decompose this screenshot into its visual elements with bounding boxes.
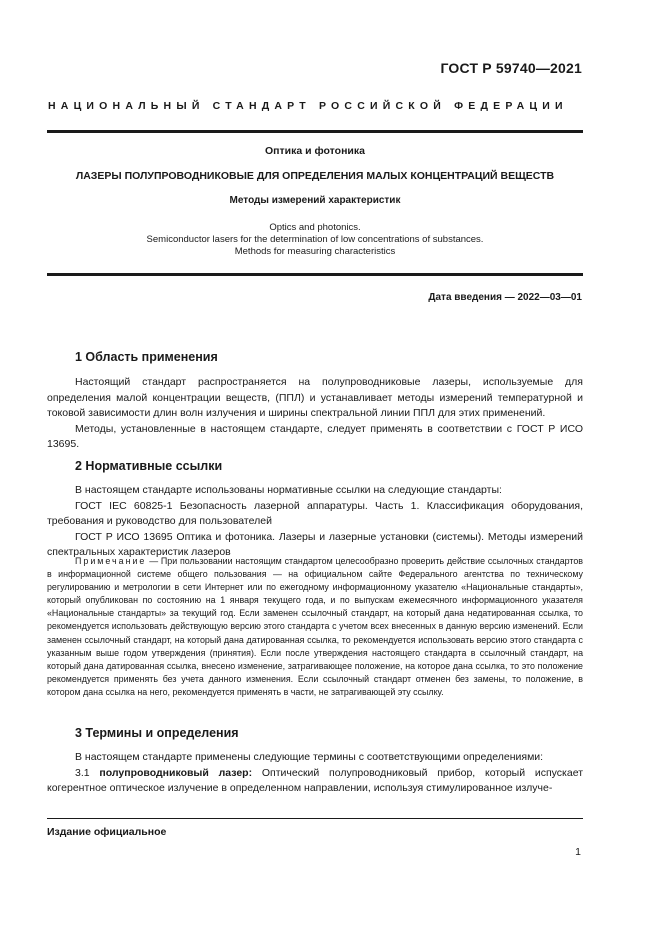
page-number: 1 — [575, 846, 581, 858]
document-title: ЛАЗЕРЫ ПОЛУПРОВОДНИКОВЫЕ ДЛЯ ОПРЕДЕЛЕНИЯ МАЛЫХ КОНЦЕНТРАЦИЙ ВЕЩЕСТВ — [75, 170, 555, 182]
section-1-paragraph-1: Настоящий стандарт распространяется на полупроводниковые лазеры, используемые для определения малой концентрации веществ, (ППЛ) и устанавливает методы измерений температурной и токовой зависимости длин волн излучения и ширины спектральной линии ППЛ для этих применений. — [47, 376, 583, 420]
section-1-heading: 1 Область применения — [75, 350, 218, 364]
term-3-1-definition — [47, 766, 583, 797]
top-rule — [47, 130, 583, 133]
section-2-body — [47, 483, 583, 561]
english-title-line-2: Semiconductor lasers for the determination of low concentrations of substances. — [146, 234, 484, 245]
term-definition-text: Оптический полупроводниковый прибор, который испускает когерентное оптическое излучение в определенном направлении, используя стимулированное излуче- — [47, 766, 583, 795]
section-2-paragraph-1: В настоящем стандарте использованы нормативные ссылки на следующие стандарты: — [75, 484, 502, 496]
english-title-line-3: Methods for measuring characteristics — [234, 246, 396, 257]
note-text: — При пользовании настоящим стандартом целесообразно проверить действие ссылочных стандартов в информационной системе общего пользования — на официальном сайте Федерального агентства по техническому регулированию и метрологии в сети Интернет или по ежегодному информационному указателю «Национальные стандарты», который опубликован по состоянию на 1 января текущего года, и по выпускам ежемесячного информационного указателя «Национальные стандарты» за текущий год. Если заменен ссылочный стандарт, на который дана недатированная ссылка, то рекомендуется использовать действующую версию этого стандарта с учетом всех внесенных в данную версию изменений. Если заменен ссылочный стандарт, на который дана датированная ссылка, то рекомендуется использовать версию этого стандарта с указанным выше годом утверждения (принятия). Если после утверждения настоящего стандарта в ссылочный стандарт, на который дана датированная ссылка, внесено изменение, затрагивающее положение, на которое дана ссылка, то это положение рекомендуется применять без учета данного изменения. Если ссылочный стандарт отменен без замены, то положение, в котором дана ссылка на него, рекомендуется применять в части, не затрагивающей эту ссылку. — [47, 556, 583, 697]
footer-rule — [47, 818, 583, 819]
section-3-heading: 3 Термины и определения — [75, 726, 239, 740]
introduction-date: Дата введения — 2022—03—01 — [428, 292, 582, 303]
standard-code: ГОСТ Р 59740—2021 — [440, 60, 582, 76]
reference-gost-iec-60825-1: ГОСТ IEC 60825-1 Безопасность лазерной аппаратуры. Часть 1. Классификация оборудования, требования и руководство для пользователей — [47, 499, 583, 528]
section-1-paragraph-2: Методы, установленные в настоящем стандарте, следует применять в соответствии с ГОСТ Р ИСО 13695. — [47, 422, 583, 451]
note-paragraph — [47, 555, 583, 699]
term-name: полупроводниковый лазер: — [99, 766, 253, 779]
document-subtitle: Методы измерений характеристик — [229, 195, 401, 206]
official-edition-label: Издание официальное — [47, 826, 167, 838]
term-number: 3.1 — [75, 766, 100, 779]
national-standard-banner: НАЦИОНАЛЬНЫЙ СТАНДАРТ РОССИЙСКОЙ ФЕДЕРАЦИИ — [48, 100, 568, 112]
english-title-line-1: Optics and photonics. — [269, 222, 361, 233]
title-rule — [47, 273, 583, 276]
note-label: Примечание — [75, 556, 147, 566]
section-3-body — [47, 750, 583, 797]
section-1-body — [47, 375, 583, 453]
reference-gost-r-iso-13695: ГОСТ Р ИСО 13695 Оптика и фотоника. Лазеры и лазерные установки (системы). Методы измерений спектральных характеристик лазеров — [47, 530, 583, 559]
subject-heading: Оптика и фотоника — [264, 145, 365, 157]
section-3-paragraph-1: В настоящем стандарте применены следующие термины с соответствующими определениями: — [75, 751, 544, 763]
section-2-heading: 2 Нормативные ссылки — [75, 459, 223, 473]
section-2-note — [47, 555, 583, 699]
